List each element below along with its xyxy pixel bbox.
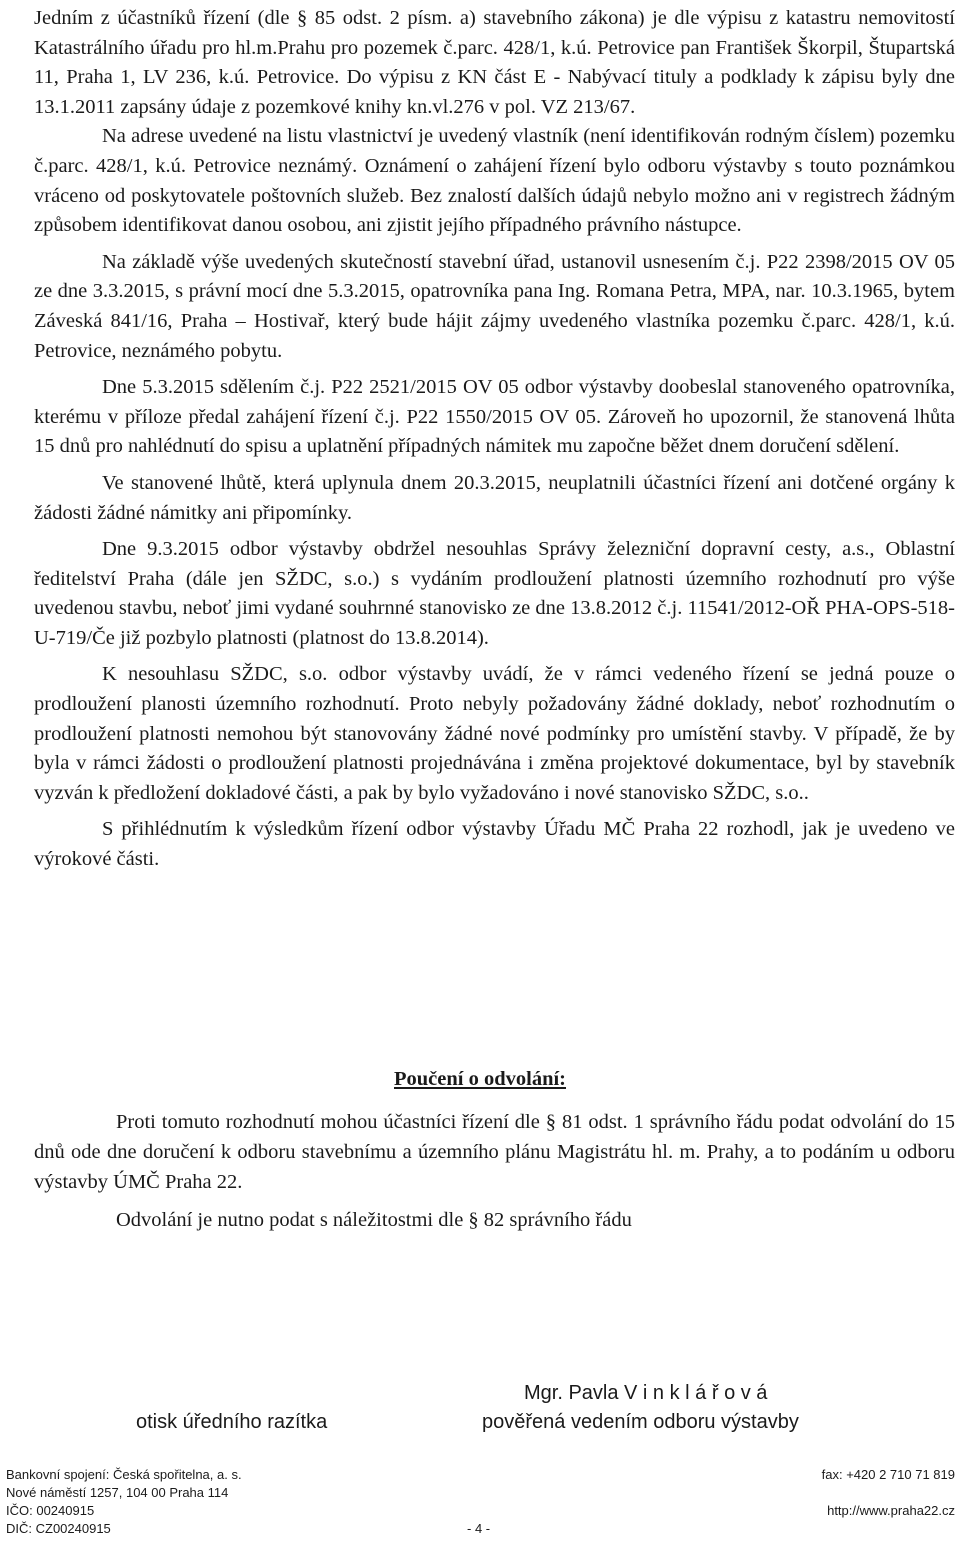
footer-contact-block	[6, 1466, 242, 1538]
appeal-requirements: Odvolání je nutno podat s náležitostmi dle § 82 správního řádu	[116, 1209, 632, 1231]
paragraph-guardian-notification: Dne 5.3.2015 sdělením č.j. P22 2521/2015 OV 05 odbor výstavby doobeslal stanoveného opatrovníka, kterému v příloze předal zahájení řízení č.j. P22 1550/2015 OV 05. Zároveň ho upozornil, že stanovená lhůta 15 dnů pro nahlédnutí do spisu a uplatnění případných námitek mu započne běžet dnem doručení sdělení.	[34, 376, 955, 458]
footer-ico: IČO: 00240915	[6, 1503, 95, 1518]
reasoning-section	[34, 4, 955, 875]
appeal-heading: Poučení o odvolání:	[394, 1068, 566, 1090]
paragraph-unknown-owner: Na adrese uvedené na listu vlastnictví je uvedený vlastník (není identifikován rodným číslem) pozemku č.parc. 428/1, k.ú. Petrovice neznámý. Oznámení o zahájení řízení bylo odboru výstavby s touto poznámkou vráceno od poskytovatele poštovních služeb. Bez znalostí dalších údajů nebylo možno ani v registrech žádným způsobem identifikovat danou osobou, ani zjistit jejího případného právního nástupce.	[34, 125, 955, 237]
page-footer	[0, 1466, 960, 1541]
paragraph-decision: S přihlédnutím k výsledkům řízení odbor výstavby Úřadu MČ Praha 22 rozhodl, jak je uvedeno ve výrokové části.	[34, 818, 955, 871]
paragraph-response-to-szdc: K nesouhlasu SŽDC, s.o. odbor výstavby uvádí, že v rámci vedeného řízení se jedná pouze o prodloužení planosti územního rozhodnutí. Proto nebyly požadovány žádné doklady, neboť rozhodnutím o prodloužení platnosti nemohou být stanovovány žádné nové podmínky pro umístění stavby. V případě, že by byla v rámci žádosti o prodloužení platnosti projednávána i změna projektové dokumentace, byl by stavebník vyzván k předložení dokladové části, a pak by bylo vyžadováno i nové stanovisko SŽDC, s.o..	[34, 663, 955, 804]
paragraph-deadline: Ve stanovené lhůtě, která uplynula dnem 20.3.2015, neuplatnili účastníci řízení ani dotčené orgány k žádosti žádné námitky ani připomínky.	[34, 471, 955, 524]
footer-bank: Bankovní spojení: Česká spořitelna, a. s.	[6, 1467, 242, 1482]
paragraph-guardian-appointment: Na základě výše uvedených skutečností stavební úřad, ustanovil usnesením č.j. P22 2398/2015 OV 05 ze dne 3.3.2015, s právní mocí dne 5.3.2015, opatrovníka pana Ing. Romana Petra, MPA, nar. 10.3.1965, bytem Záveská 841/16, Praha – Hostivař, který bude hájit zájmy uvedeného vlastníka pozemku č.parc. 428/1, k.ú. Petrovice, neznámého pobytu.	[34, 250, 955, 362]
appeal-section	[34, 1107, 955, 1235]
footer-dic: DIČ: CZ00240915	[6, 1521, 111, 1536]
footer-fax: fax: +420 2 710 71 819	[821, 1467, 955, 1482]
stamp-placeholder: otisk úředního razítka	[136, 1411, 328, 1433]
paragraph-participant-owner: Jedním z účastníků řízení (dle § 85 odst. 2 písm. a) stavebního zákona) je dle výpisu z katastru nemovitostí Katastrálního úřadu pro hl.m.Prahu pro pozemek č.parc. 428/1, k.ú. Petrovice pan František Škorpil, Štupartská 11, Praha 1, LV 236, k.ú. Petrovice. Do výpisu z KN část E - Nabývací tituly a podklady k zápisu byly dne 13.1.2011 zapsány údaje z pozemkové knihy kn.vl.276 v pol. VZ 213/67.	[34, 7, 955, 118]
paragraph-szdc-disagreement: Dne 9.3.2015 odbor výstavby obdržel nesouhlas Správy železniční dopravní cesty, a.s., Oblastní ředitelství Praha (dále jen SŽDC, s.o.) s vydáním prodloužení platnosti územního rozhodnutí pro výše uvedenou stavbu, neboť jimi vydané souhrnné stanovisko ze dne 13.8.2012 č.j. 11541/2012-OŘ PHA-OPS-518-U-719/Če již pozbylo platnosti (platnost do 13.8.2014).	[34, 538, 955, 649]
page-number: - 4 -	[467, 1521, 491, 1536]
footer-website-link[interactable]: http://www.praha22.cz	[827, 1503, 955, 1518]
signatory-role: pověřená vedením odboru výstavby	[482, 1411, 799, 1433]
footer-address: Nové náměstí 1257, 104 00 Praha 114	[6, 1485, 229, 1500]
signatory-name: Mgr. Pavla V i n k l á ř o v á	[524, 1382, 768, 1404]
appeal-instruction: Proti tomuto rozhodnutí mohou účastníci řízení dle § 81 odst. 1 správního řádu podat odvolání do 15 dnů ode dne doručení k odboru stavebnímu a územního plánu Magistrátu hl. m. Prahy, a to podáním u odboru výstavby ÚMČ Praha 22.	[34, 1111, 955, 1193]
